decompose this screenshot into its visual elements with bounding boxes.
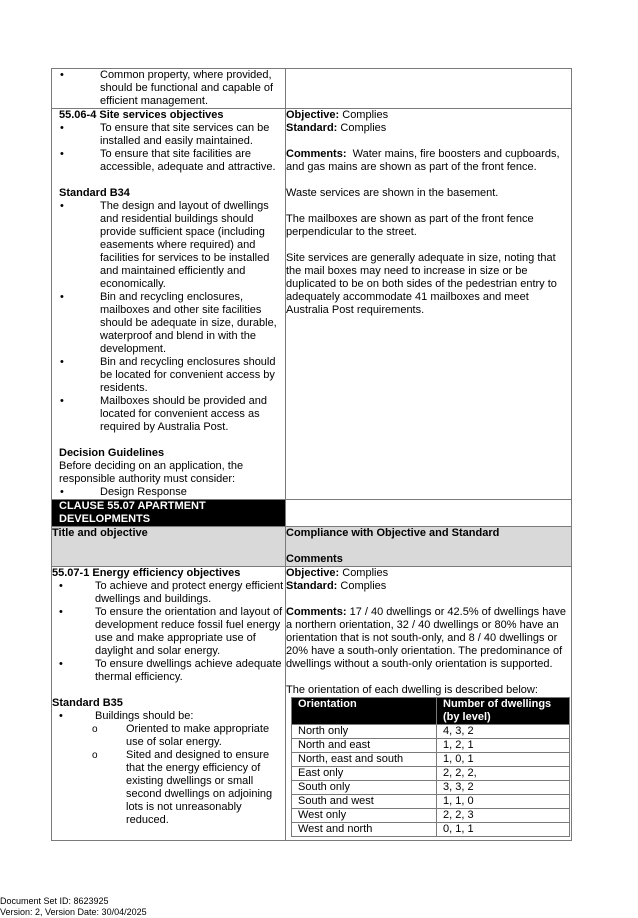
bullet-list xyxy=(52,710,285,723)
comments-paragraph: Site services are generally adequate in size, noting that the mail boxes may need to increase in size or be duplicated to be on both sides of the pedestrian entry to adequately accommodate 41 mailboxes and meet Australia Post requirements. xyxy=(286,252,557,316)
list-item: • To ensure that site facilities are accessible, adequate and attractive. xyxy=(52,148,285,174)
bullet-list xyxy=(52,122,285,174)
table-cell: East only xyxy=(292,767,437,781)
list-item: • The design and layout of dwellings and residential buildings should provide sufficient space (including easements where required) and facilities for services to be installed and maintained efficiently and economically. xyxy=(52,200,285,291)
orientation-intro: The orientation of each dwelling is described below: xyxy=(286,684,538,696)
list-item: • Design Response xyxy=(52,486,285,499)
table-row xyxy=(52,567,572,841)
table-cell: 1, 1, 0 xyxy=(437,795,570,809)
table-cell: South and west xyxy=(292,795,437,809)
objective-cell xyxy=(52,69,286,109)
bullet-list xyxy=(52,580,285,684)
table-row xyxy=(292,809,570,823)
column-header-right: Compliance with Objective and Standard Comments xyxy=(286,527,572,567)
table-row xyxy=(52,109,572,500)
comments-paragraph: Comments: Water mains, fire boosters and cupboards, and gas mains are shown as part of the front fence. xyxy=(286,148,560,173)
section-heading: 55.06-4 Site services objectives xyxy=(59,109,224,121)
table-row xyxy=(292,823,570,837)
list-item: • To achieve and protect energy efficient dwellings and buildings. xyxy=(52,580,285,606)
sub-list-item: o Oriented to make appropriate use of solar energy. xyxy=(52,723,285,749)
table-cell: 1, 0, 1 xyxy=(437,753,570,767)
comments-paragraph: Waste services are shown in the basement. xyxy=(286,187,499,199)
list-item: • To ensure that site services can be installed and easily maintained. xyxy=(52,122,285,148)
column-header: Orientation xyxy=(292,698,437,725)
assessment-table xyxy=(51,68,572,841)
table-row xyxy=(292,739,570,753)
objective-cell xyxy=(52,567,286,841)
table-cell: North and east xyxy=(292,739,437,753)
table-cell: 1, 2, 1 xyxy=(437,739,570,753)
decision-text: Before deciding on an application, the responsible authority must consider: xyxy=(59,460,244,485)
table-cell: West only xyxy=(292,809,437,823)
bullet-list xyxy=(52,69,285,108)
table-cell: 2, 2, 3 xyxy=(437,809,570,823)
list-item: • To ensure the orientation and layout of development reduce fossil fuel energy use and make appropriate use of daylight and solar energy. xyxy=(52,606,285,658)
objective-line: Objective: Complies xyxy=(286,109,389,121)
document-version: Version: 2, Version Date: 30/04/2025 xyxy=(0,907,147,917)
list-item: • To ensure dwellings achieve adequate thermal efficiency. xyxy=(52,658,285,684)
clause-heading-cell xyxy=(52,500,286,527)
compliance-cell xyxy=(286,567,572,841)
column-header-left: Title and objective xyxy=(52,527,286,567)
objective-cell xyxy=(52,109,286,500)
standard-heading: Standard B34 xyxy=(59,187,130,199)
table-cell: 2, 2, 2, xyxy=(437,767,570,781)
table-row xyxy=(292,753,570,767)
sub-list-item: o Sited and designed to ensure that the energy efficiency of existing dwellings or small second dwellings on adjoining lots is not unreasonably reduced. xyxy=(52,749,285,827)
comments-paragraph: The mailboxes are shown as part of the front fence perpendicular to the street. xyxy=(286,213,534,238)
bullet-list xyxy=(52,486,285,499)
empty-cell xyxy=(286,500,572,527)
document-id: Document Set ID: 8623925 xyxy=(0,896,109,906)
table-row xyxy=(52,527,572,567)
table-row xyxy=(292,795,570,809)
standard-heading: Standard B35 xyxy=(52,697,123,709)
objective-line: Objective: Complies xyxy=(286,567,389,579)
decision-heading: Decision Guidelines xyxy=(59,447,165,459)
sub-list xyxy=(52,723,285,827)
bullet-list xyxy=(52,200,285,434)
orientation-table xyxy=(291,697,570,837)
table-row xyxy=(292,767,570,781)
standard-line: Standard: Complies xyxy=(286,122,387,134)
table-cell: West and north xyxy=(292,823,437,837)
list-item: • Bin and recycling enclosures should be located for convenient access by residents. xyxy=(52,356,285,395)
table-header-row xyxy=(292,698,570,725)
list-item: • Common property, where provided, should be functional and capable of efficient management. xyxy=(52,69,285,108)
table-row xyxy=(52,69,572,109)
table-cell: 3, 3, 2 xyxy=(437,781,570,795)
table-row xyxy=(292,781,570,795)
standard-line: Standard: Complies xyxy=(286,580,387,592)
table-cell: 0, 1, 1 xyxy=(437,823,570,837)
table-row xyxy=(52,500,572,527)
table-cell: South only xyxy=(292,781,437,795)
section-heading: 55.07-1 Energy efficiency objectives xyxy=(52,567,241,579)
compliance-cell xyxy=(286,69,572,109)
table-cell: 4, 3, 2 xyxy=(437,725,570,739)
list-item: • Bin and recycling enclosures, mailboxes and other site facilities should be adequate in size, durable, waterproof and blend in with the development. xyxy=(52,291,285,356)
list-item: • Buildings should be: xyxy=(52,710,285,723)
comments-paragraph: Comments: 17 / 40 dwellings or 42.5% of dwellings have a northern orientation, 32 / 40 dwellings or 80% have an orientation that is not south-only, and 8 / 40 dwellings or 20% have a south-only orientation. The predominance of dwellings without a south-only orientation is supported. xyxy=(286,606,567,670)
clause-title: CLAUSE 55.07 APARTMENT DEVELOPMENTS xyxy=(59,500,206,525)
table-cell: North only xyxy=(292,725,437,739)
table-cell: North, east and south xyxy=(292,753,437,767)
table-row xyxy=(292,725,570,739)
column-header: Number of dwellings (by level) xyxy=(437,698,570,725)
list-item: • Mailboxes should be provided and located for convenient access as required by Australia Post. xyxy=(52,395,285,434)
compliance-cell xyxy=(286,109,572,500)
